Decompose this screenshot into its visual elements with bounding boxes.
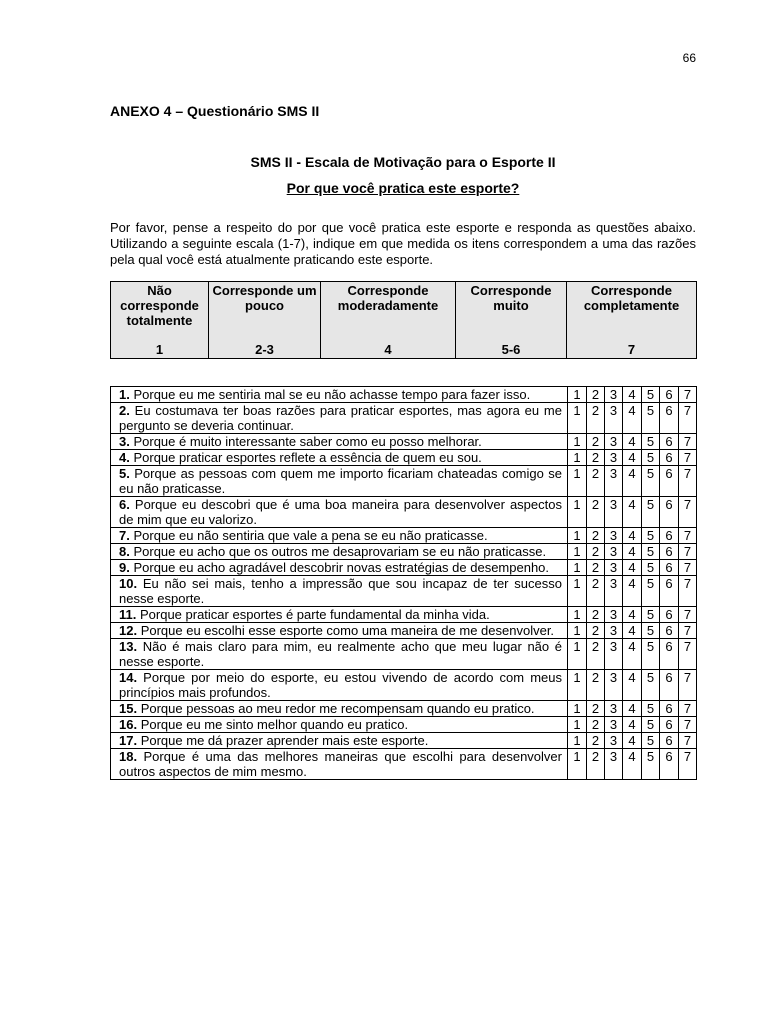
table-row — [111, 560, 697, 576]
item-text: Porque eu não sentiria que vale a pena se eu não praticasse. — [133, 528, 488, 543]
scale-value: 5-6 — [501, 342, 521, 357]
item-text: Porque praticar esportes é parte fundamental da minha vida. — [139, 607, 490, 622]
rating-option[interactable]: 4 — [623, 749, 642, 780]
rating-option[interactable]: 1 — [568, 576, 587, 607]
scale-legend-table — [110, 281, 697, 359]
scale-label: Corresponde muito — [470, 283, 552, 313]
annex-title: ANEXO 4 – Questionário SMS II — [110, 103, 320, 119]
rating-option[interactable]: 6 — [660, 403, 679, 434]
scale-cell — [567, 282, 697, 359]
rating-option[interactable]: 6 — [660, 639, 679, 670]
rating-option[interactable]: 6 — [660, 576, 679, 607]
item-text: Porque é uma das melhores maneiras que escolhi para desenvolver outros aspectos de mim mesmo. — [119, 749, 562, 779]
rating-option[interactable]: 2 — [587, 434, 605, 450]
questionnaire-table — [110, 386, 697, 780]
rating-option[interactable]: 6 — [660, 623, 679, 639]
item-number: 11. — [119, 607, 137, 622]
rating-option[interactable]: 7 — [679, 387, 697, 403]
rating-option[interactable]: 6 — [660, 670, 679, 701]
item-cell — [111, 733, 568, 749]
rating-option[interactable]: 5 — [642, 434, 660, 450]
item-text: Porque eu acho agradável descobrir novas estratégias de desempenho. — [133, 560, 550, 575]
item-number: 6. — [119, 497, 130, 512]
table-row — [111, 670, 697, 701]
item-text: Porque eu me sentiria mal se eu não achasse tempo para fazer isso. — [133, 387, 531, 402]
rating-option[interactable]: 7 — [679, 560, 697, 576]
rating-option[interactable]: 2 — [587, 560, 605, 576]
rating-option[interactable]: 1 — [568, 639, 587, 670]
rating-option[interactable]: 3 — [605, 466, 623, 497]
rating-option[interactable]: 4 — [623, 576, 642, 607]
item-cell — [111, 670, 568, 701]
table-row — [111, 387, 697, 403]
rating-option[interactable]: 5 — [642, 670, 660, 701]
scale-cell — [321, 282, 456, 359]
rating-option[interactable]: 2 — [587, 701, 605, 717]
item-text: Porque por meio do esporte, eu estou vivendo de acordo com meus princípios mais profundos. — [119, 670, 562, 700]
rating-option[interactable]: 3 — [605, 528, 623, 544]
rating-option[interactable]: 7 — [679, 576, 697, 607]
scale-value: 1 — [155, 342, 164, 357]
instructions: Por favor, pense a respeito do por que você pratica este esporte e responda as questões abaixo. Utilizando a seguinte escala (1-7), indique em que medida os itens correspondem a uma das razões pela qual você está atualmente praticando este esporte. — [110, 220, 696, 267]
rating-option[interactable]: 2 — [587, 576, 605, 607]
rating-option[interactable]: 3 — [605, 623, 623, 639]
rating-option[interactable]: 7 — [679, 607, 697, 623]
scale-cell — [209, 282, 321, 359]
scale-cell — [111, 282, 209, 359]
rating-option[interactable]: 2 — [587, 639, 605, 670]
rating-option[interactable]: 5 — [642, 544, 660, 560]
rating-option[interactable]: 1 — [568, 403, 587, 434]
rating-option[interactable]: 2 — [587, 670, 605, 701]
item-cell — [111, 749, 568, 780]
rating-option[interactable]: 2 — [587, 607, 605, 623]
item-number: 18. — [119, 749, 138, 764]
rating-option[interactable]: 5 — [642, 528, 660, 544]
rating-option[interactable]: 2 — [587, 466, 605, 497]
rating-option[interactable]: 3 — [605, 717, 623, 733]
table-row — [111, 576, 697, 607]
item-text: Não é mais claro para mim, eu realmente acho que meu lugar não é nesse esporte. — [119, 639, 562, 669]
rating-option[interactable]: 3 — [605, 670, 623, 701]
rating-option[interactable]: 4 — [623, 560, 642, 576]
table-row — [111, 450, 697, 466]
rating-option[interactable]: 1 — [568, 717, 587, 733]
rating-option[interactable]: 5 — [642, 560, 660, 576]
item-text: Porque me dá prazer aprender mais este esporte. — [140, 733, 429, 748]
scale-legend-row — [111, 282, 697, 359]
rating-option[interactable]: 7 — [679, 403, 697, 434]
rating-option[interactable]: 7 — [679, 466, 697, 497]
rating-option[interactable]: 4 — [623, 623, 642, 639]
item-number: 7. — [119, 528, 130, 543]
rating-option[interactable]: 6 — [660, 450, 679, 466]
item-cell — [111, 560, 568, 576]
rating-option[interactable]: 2 — [587, 403, 605, 434]
scale-cell — [456, 282, 567, 359]
rating-option[interactable]: 4 — [623, 607, 642, 623]
rating-option[interactable]: 4 — [623, 670, 642, 701]
scale-value: 7 — [627, 342, 636, 357]
rating-option[interactable]: 1 — [568, 670, 587, 701]
item-number: 15. — [119, 701, 138, 716]
rating-option[interactable]: 5 — [642, 450, 660, 466]
rating-option[interactable]: 4 — [623, 717, 642, 733]
rating-option[interactable]: 3 — [605, 576, 623, 607]
table-row — [111, 623, 697, 639]
rating-option[interactable]: 4 — [623, 639, 642, 670]
item-number: 12. — [119, 623, 138, 638]
rating-option[interactable]: 6 — [660, 434, 679, 450]
table-row — [111, 717, 697, 733]
rating-option[interactable]: 5 — [642, 497, 660, 528]
rating-option[interactable]: 3 — [605, 749, 623, 780]
rating-option[interactable]: 1 — [568, 450, 587, 466]
rating-option[interactable]: 2 — [587, 717, 605, 733]
rating-option[interactable]: 1 — [568, 528, 587, 544]
rating-option[interactable]: 1 — [568, 434, 587, 450]
rating-option[interactable]: 5 — [642, 749, 660, 780]
rating-option[interactable]: 4 — [623, 387, 642, 403]
rating-option[interactable]: 4 — [623, 497, 642, 528]
rating-option[interactable]: 4 — [623, 701, 642, 717]
item-number: 5. — [119, 466, 130, 481]
item-cell — [111, 639, 568, 670]
item-text: Porque eu escolhi esse esporte como uma maneira de me desenvolver. — [140, 623, 555, 638]
item-text: Porque pessoas ao meu redor me recompensam quando eu pratico. — [140, 701, 535, 716]
rating-option[interactable]: 6 — [660, 466, 679, 497]
rating-option[interactable]: 2 — [587, 749, 605, 780]
rating-option[interactable]: 2 — [587, 544, 605, 560]
table-row — [111, 403, 697, 434]
item-cell — [111, 450, 568, 466]
rating-option[interactable]: 1 — [568, 560, 587, 576]
scale-label: Corresponde um pouco — [212, 283, 317, 313]
rating-option[interactable]: 4 — [623, 450, 642, 466]
item-number: 3. — [119, 434, 130, 449]
rating-option[interactable]: 5 — [642, 701, 660, 717]
rating-option[interactable]: 3 — [605, 639, 623, 670]
rating-option[interactable]: 1 — [568, 387, 587, 403]
rating-option[interactable]: 1 — [568, 544, 587, 560]
rating-option[interactable]: 7 — [679, 717, 697, 733]
rating-option[interactable]: 7 — [679, 623, 697, 639]
item-cell — [111, 701, 568, 717]
rating-option[interactable]: 3 — [605, 733, 623, 749]
rating-option[interactable]: 7 — [679, 749, 697, 780]
item-cell — [111, 528, 568, 544]
rating-option[interactable]: 4 — [623, 528, 642, 544]
scale-label: Corresponde completamente — [583, 283, 680, 313]
rating-option[interactable]: 5 — [642, 466, 660, 497]
scale-label: Não corresponde totalmente — [120, 283, 199, 328]
rating-option[interactable]: 3 — [605, 387, 623, 403]
rating-option[interactable]: 1 — [568, 466, 587, 497]
rating-option[interactable]: 3 — [605, 497, 623, 528]
rating-option[interactable]: 6 — [660, 387, 679, 403]
rating-option[interactable]: 3 — [605, 450, 623, 466]
rating-option[interactable]: 3 — [605, 560, 623, 576]
item-cell — [111, 544, 568, 560]
item-cell — [111, 434, 568, 450]
rating-option[interactable]: 4 — [623, 434, 642, 450]
item-text: Porque eu acho que os outros me desaprovariam se eu não praticasse. — [133, 544, 547, 559]
rating-option[interactable]: 7 — [679, 701, 697, 717]
scale-title: SMS II - Escala de Motivação para o Esporte II — [250, 154, 556, 170]
table-row — [111, 466, 697, 497]
scale-value: 2-3 — [255, 342, 274, 357]
item-number: 9. — [119, 560, 130, 575]
table-row — [111, 434, 697, 450]
item-number: 1. — [119, 387, 130, 402]
item-text: Porque eu me sinto melhor quando eu pratico. — [140, 717, 409, 732]
table-row — [111, 733, 697, 749]
table-row — [111, 607, 697, 623]
item-cell — [111, 497, 568, 528]
table-row — [111, 639, 697, 670]
rating-option[interactable]: 1 — [568, 497, 587, 528]
rating-option[interactable]: 3 — [605, 544, 623, 560]
rating-option[interactable]: 5 — [642, 717, 660, 733]
scale-label: Corresponde moderadamente — [337, 283, 439, 313]
rating-option[interactable]: 4 — [623, 733, 642, 749]
item-text: Porque é muito interessante saber como eu posso melhorar. — [133, 434, 482, 449]
rating-option[interactable]: 7 — [679, 544, 697, 560]
rating-option[interactable]: 6 — [660, 749, 679, 780]
rating-option[interactable]: 2 — [587, 497, 605, 528]
rating-option[interactable]: 2 — [587, 387, 605, 403]
item-cell — [111, 607, 568, 623]
item-cell — [111, 387, 568, 403]
item-number: 16. — [119, 717, 138, 732]
table-row — [111, 497, 697, 528]
rating-option[interactable]: 4 — [623, 544, 642, 560]
rating-option[interactable]: 2 — [587, 528, 605, 544]
rating-option[interactable]: 6 — [660, 733, 679, 749]
rating-option[interactable]: 3 — [605, 607, 623, 623]
table-row — [111, 544, 697, 560]
rating-option[interactable]: 2 — [587, 733, 605, 749]
rating-option[interactable]: 6 — [660, 701, 679, 717]
rating-option[interactable]: 7 — [679, 639, 697, 670]
item-text: Porque as pessoas com quem me importo ficariam chateadas comigo se eu não praticasse. — [119, 466, 562, 496]
item-cell — [111, 466, 568, 497]
rating-option[interactable]: 1 — [568, 749, 587, 780]
rating-option[interactable]: 6 — [660, 497, 679, 528]
rating-option[interactable]: 3 — [605, 701, 623, 717]
rating-option[interactable]: 1 — [568, 701, 587, 717]
rating-option[interactable]: 7 — [679, 733, 697, 749]
item-text: Porque eu descobri que é uma boa maneira para desenvolver aspectos de mim que eu valorizo. — [119, 497, 562, 527]
rating-option[interactable]: 2 — [587, 450, 605, 466]
page-number: 66 — [682, 51, 696, 65]
rating-option[interactable]: 6 — [660, 528, 679, 544]
table-row — [111, 701, 697, 717]
item-number: 4. — [119, 450, 130, 465]
item-text: Eu costumava ter boas razões para praticar esportes, mas agora eu me pergunto se deveria continuar. — [119, 403, 562, 433]
rating-option[interactable]: 4 — [623, 403, 642, 434]
rating-option[interactable]: 7 — [679, 670, 697, 701]
rating-option[interactable]: 6 — [660, 544, 679, 560]
item-text: Eu não sei mais, tenho a impressão que sou incapaz de ter sucesso nesse esporte. — [119, 576, 562, 606]
rating-option[interactable]: 5 — [642, 639, 660, 670]
rating-option[interactable]: 1 — [568, 607, 587, 623]
item-number: 17. — [119, 733, 138, 748]
rating-option[interactable]: 5 — [642, 403, 660, 434]
rating-option[interactable]: 7 — [679, 528, 697, 544]
rating-option[interactable]: 1 — [568, 623, 587, 639]
rating-option[interactable]: 4 — [623, 466, 642, 497]
item-cell — [111, 576, 568, 607]
item-cell — [111, 623, 568, 639]
rating-option[interactable]: 3 — [605, 434, 623, 450]
question-title: Por que você pratica este esporte? — [286, 180, 520, 196]
rating-option[interactable]: 3 — [605, 403, 623, 434]
item-cell — [111, 403, 568, 434]
rating-option[interactable]: 5 — [642, 733, 660, 749]
table-row — [111, 528, 697, 544]
rating-option[interactable]: 1 — [568, 733, 587, 749]
item-text: Porque praticar esportes reflete a essência de quem eu sou. — [133, 450, 482, 465]
rating-option[interactable]: 6 — [660, 560, 679, 576]
item-number: 14. — [119, 670, 138, 685]
table-row — [111, 749, 697, 780]
rating-option[interactable]: 7 — [679, 450, 697, 466]
scale-value: 4 — [384, 342, 392, 357]
rating-option[interactable]: 6 — [660, 607, 679, 623]
rating-option[interactable]: 7 — [679, 434, 697, 450]
item-number: 10. — [119, 576, 138, 591]
item-number: 8. — [119, 544, 130, 559]
rating-option[interactable]: 5 — [642, 623, 660, 639]
item-number: 13. — [119, 639, 138, 654]
rating-option[interactable]: 5 — [642, 576, 660, 607]
rating-option[interactable]: 5 — [642, 607, 660, 623]
rating-option[interactable]: 7 — [679, 497, 697, 528]
rating-option[interactable]: 6 — [660, 717, 679, 733]
rating-option[interactable]: 5 — [642, 387, 660, 403]
item-cell — [111, 717, 568, 733]
rating-option[interactable]: 2 — [587, 623, 605, 639]
item-number: 2. — [119, 403, 130, 418]
